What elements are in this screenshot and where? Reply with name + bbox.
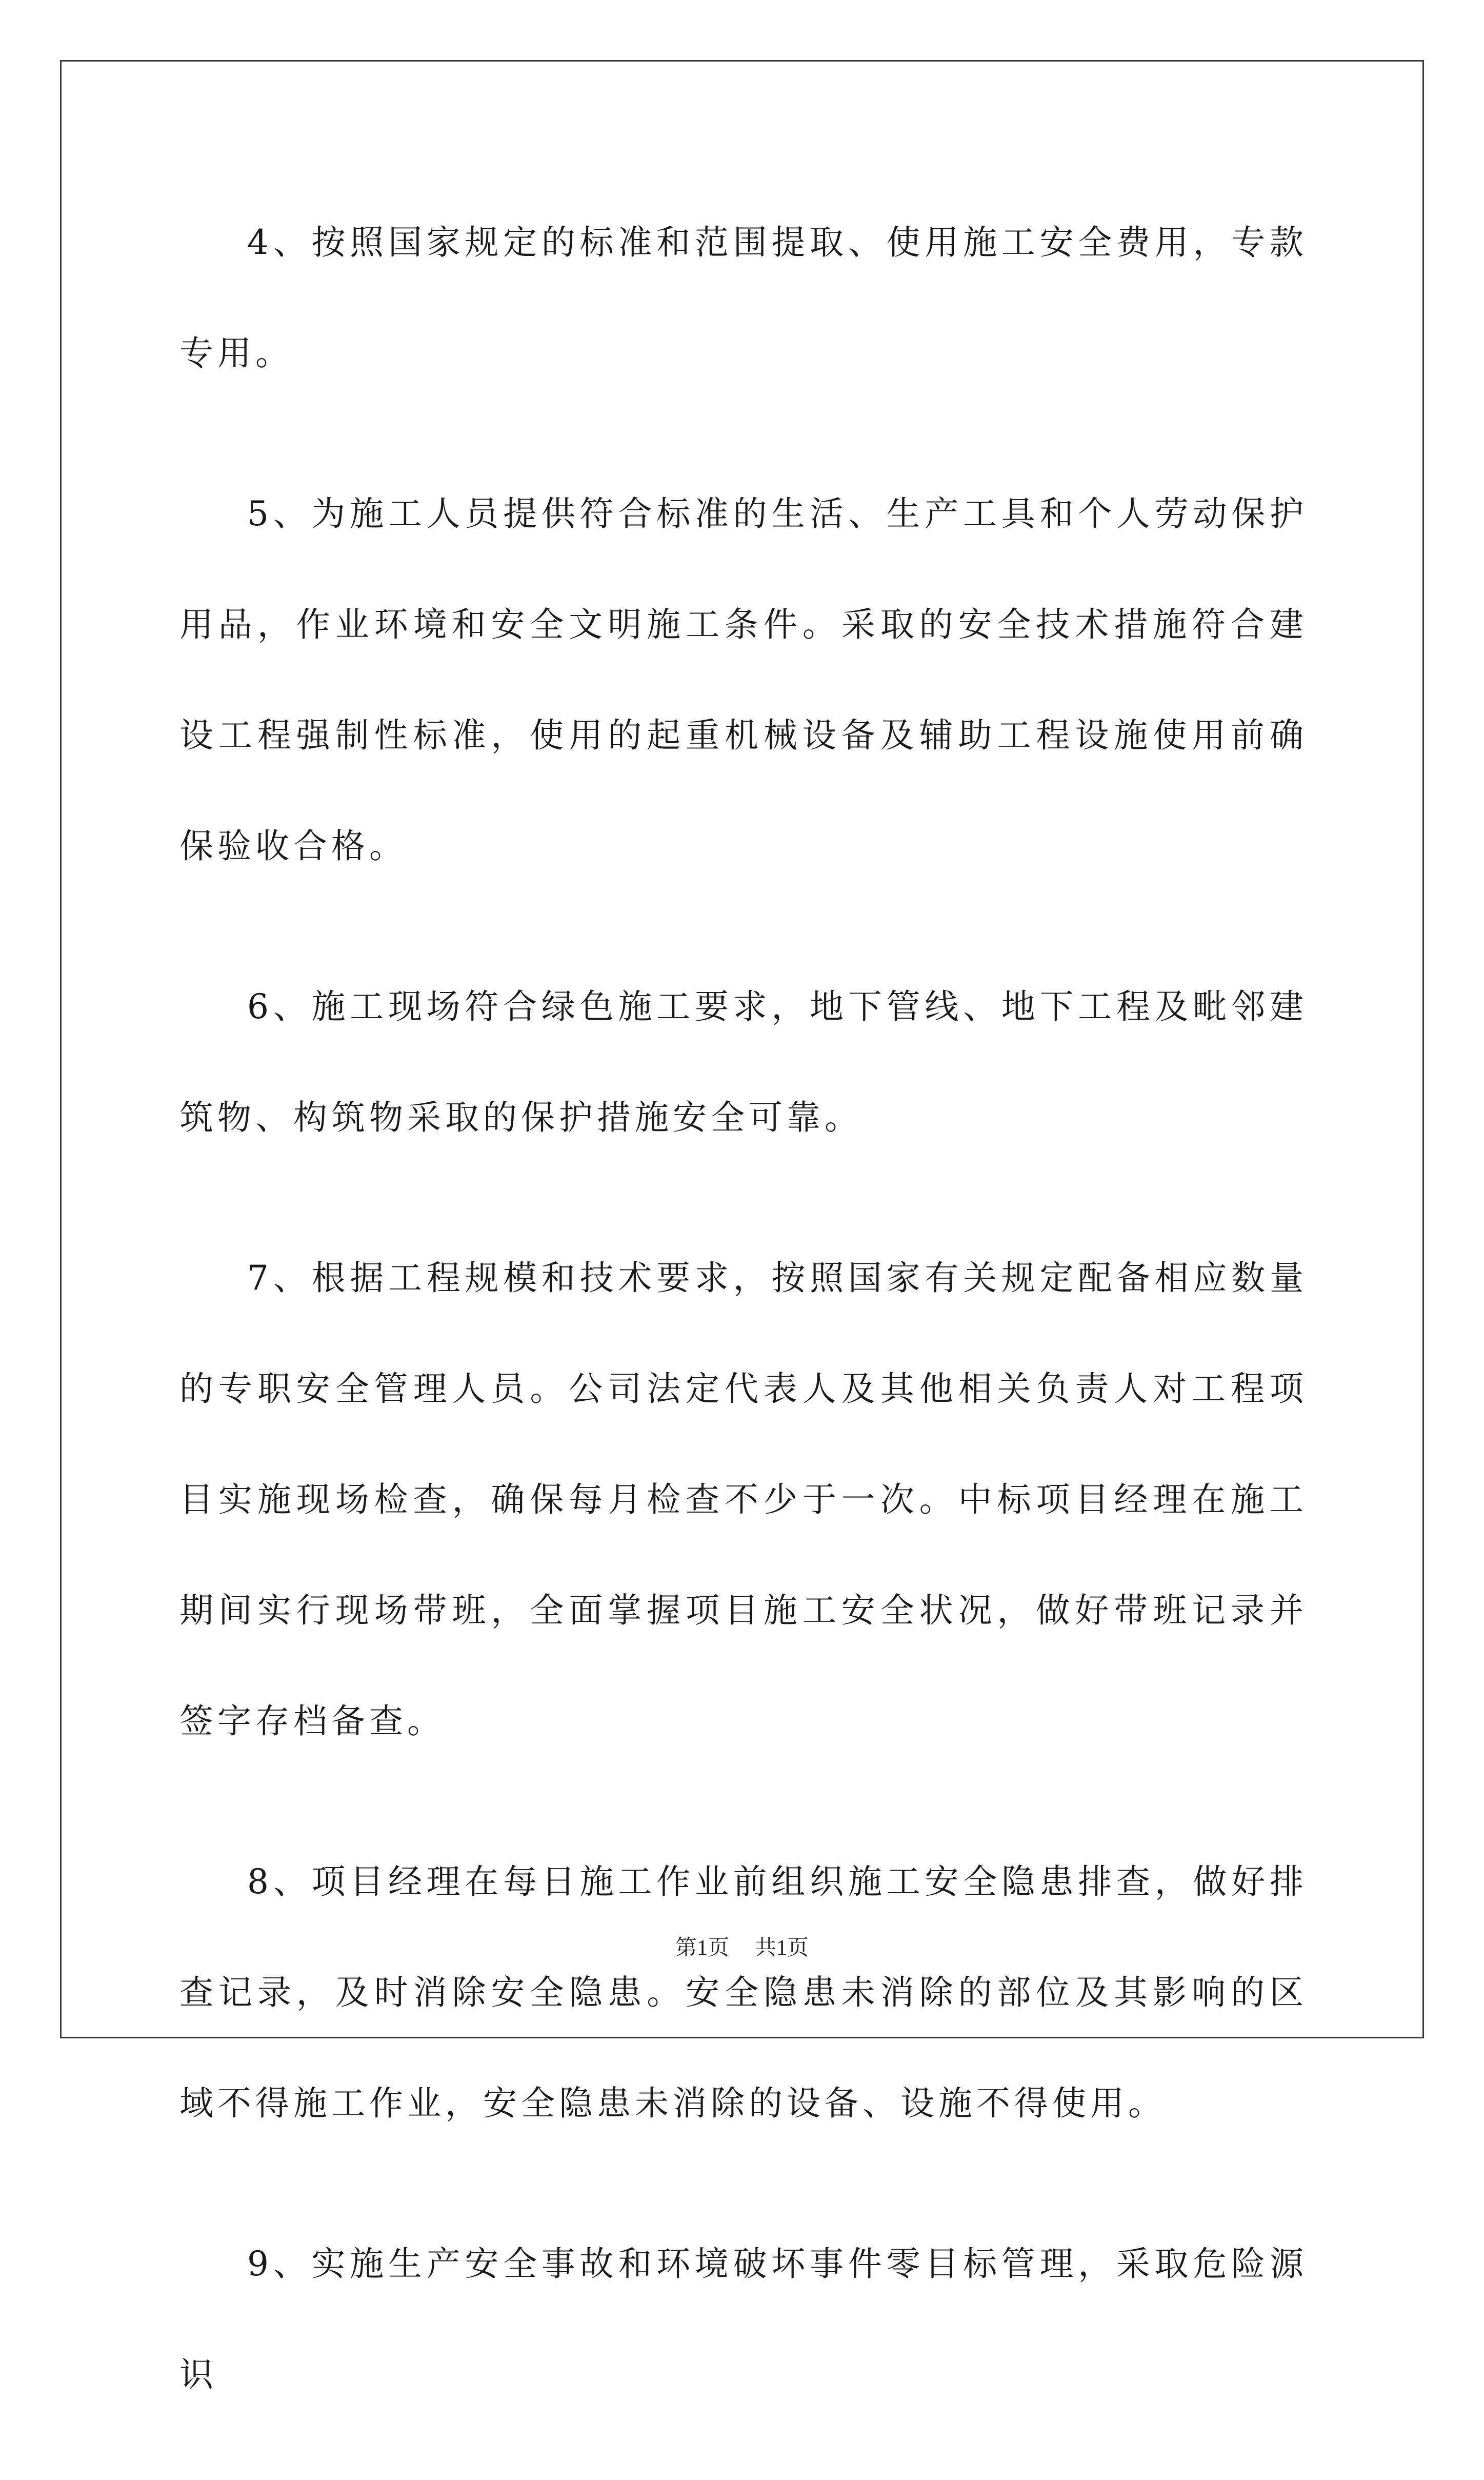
paragraph-5: 5、为施工人员提供符合标准的生活、生产工具和个人劳动保护用品，作业环境和安全文明施工条件。采取的安全技术措施符合建设工程强制性标准，使用的起重机械设备及辅助工程设施使用前确保验收合格。 — [179, 494, 1308, 866]
paragraph-4: 4、按照国家规定的标准和范围提取、使用施工安全费用，专款专用。 — [179, 223, 1308, 373]
paragraph-9: 9、实施生产安全事故和环境破坏事件零目标管理，采取危险源识 — [179, 2244, 1308, 2394]
paragraph-7: 7、根据工程规模和技术要求，按照国家有关规定配备相应数量的专职安全管理人员。公司法定代表人及其他相关负责人对工程项目实施现场检查，确保每月检查不少于一次。中标项目经理在施工期间实行现场带班，全面掌握项目施工安全状况，做好带班记录并签字存档备查。 — [179, 1258, 1308, 1741]
page-footer — [0, 1931, 1484, 1961]
page-number: 第1页 — [675, 1936, 729, 1960]
paragraph-8: 8、项目经理在每日施工作业前组织施工安全隐患排查，做好排查记录，及时消除安全隐患。安全隐患未消除的部位及其影响的区域不得施工作业，安全隐患未消除的设备、设施不得使用。 — [179, 1862, 1308, 2123]
paragraph-6: 6、施工现场符合绿色施工要求，地下管线、地下工程及毗邻建筑物、构筑物采取的保护措施安全可靠。 — [179, 987, 1308, 1137]
document-body — [179, 187, 1308, 2480]
total-pages: 共1页 — [755, 1936, 809, 1960]
